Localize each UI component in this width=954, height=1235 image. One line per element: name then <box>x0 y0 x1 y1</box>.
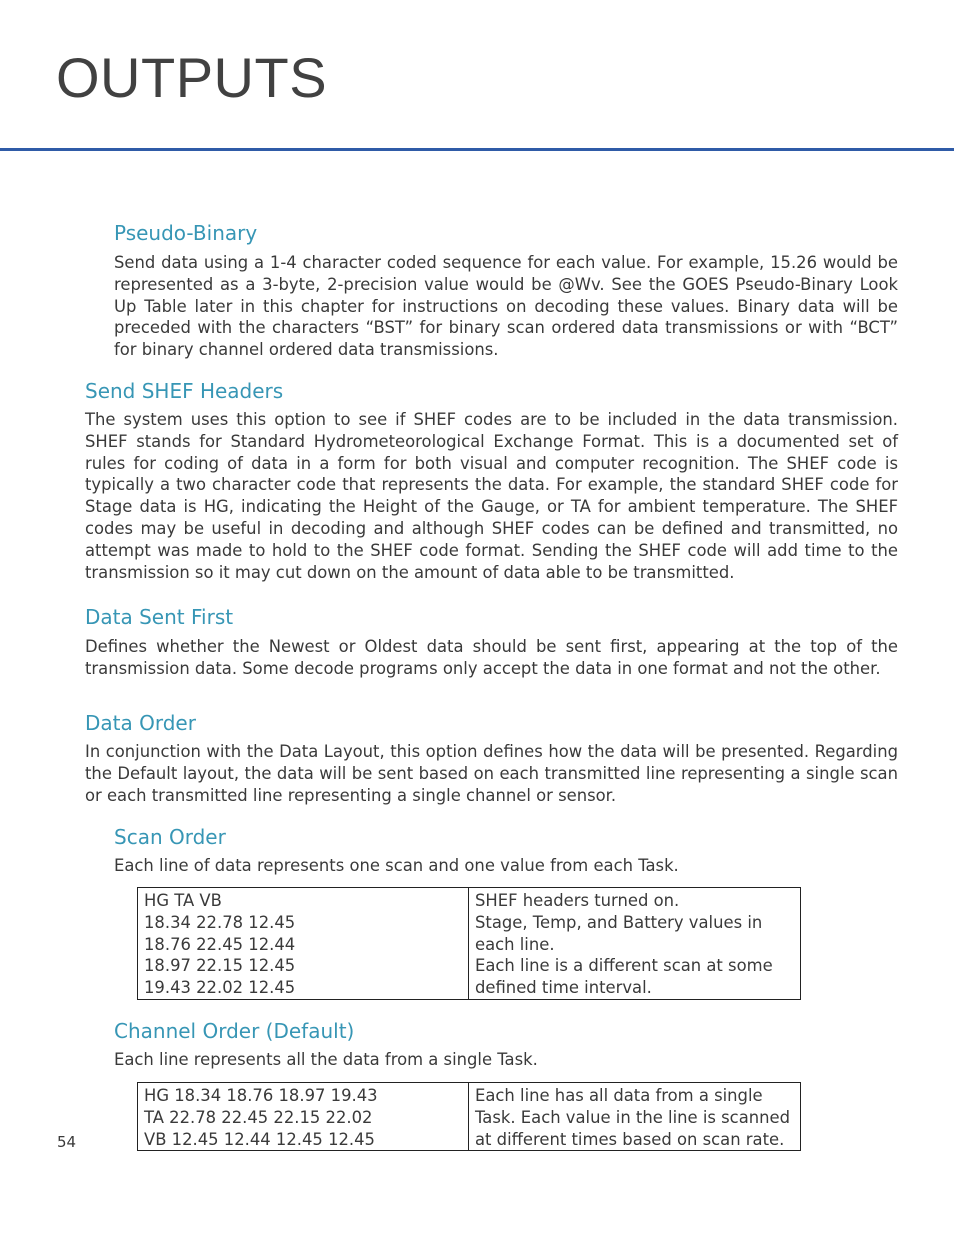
scan-order-data-cell <box>138 888 469 1000</box>
channel-order-heading: Channel Order (Default) <box>114 1019 355 1043</box>
header-rule <box>0 148 954 151</box>
page-title: OUTPUTS <box>56 46 328 109</box>
data-line: HG 18.34 18.76 18.97 19.43 <box>144 1086 378 1105</box>
data-line: VB 12.45 12.44 12.45 12.45 <box>144 1129 375 1149</box>
data-sent-first-heading: Data Sent First <box>85 605 234 629</box>
description-line: Each line has all data from a single <box>475 1086 763 1105</box>
description-line: Stage, Temp, and Battery values in <box>475 912 763 932</box>
pseudo-binary-heading: Pseudo-Binary <box>114 221 258 245</box>
description-line: Each line is a different scan at some <box>475 956 773 976</box>
scan-order-example-table <box>137 887 801 1000</box>
data-line: TA 22.78 22.45 22.15 22.02 <box>144 1107 373 1127</box>
data-line: 19.43 22.02 12.45 <box>144 978 296 998</box>
data-line: 18.76 22.45 12.44 <box>144 934 296 954</box>
channel-order-description-cell <box>469 1083 801 1151</box>
channel-order-body: Each line represents all the data from a single Task. <box>114 1050 538 1069</box>
pseudo-binary-body: Send data using a 1-4 character coded sequence for each value. For example, 15.26 would be represented as a 3-byte, 2-precision value would be @Wv. See the GOES Pseudo-Binary Look Up Table later in this chapter for instructions on decoding these values. Binary data will be preceded with the characters “BST” for binary scan ordered data transmissions or with “BCT” for binary channel ordered data transmissions. <box>114 253 898 360</box>
data-sent-first-body: Defines whether the Newest or Oldest data should be sent first, appearing at the top of the transmission data. Some decode programs only accept the data in one format and not the other. <box>85 637 898 678</box>
channel-order-example-table <box>137 1082 801 1151</box>
description-line: Task. Each value in the line is scanned <box>475 1107 790 1127</box>
description-line: each line. <box>475 934 555 954</box>
send-shef-headers-heading: Send SHEF Headers <box>85 379 284 403</box>
send-shef-headers-body: The system uses this option to see if SHEF codes are to be included in the data transmission. SHEF stands for Standard Hydrometeorological Exchange Format. This is a documented set of rules for coding of data in a form for both visual and computer recognition. The SHEF code is typically a two character code that represents the data. For example, the standard SHEF code for Stage data is HG, indicating the Height of the Gauge, or TA for ambient temperature. The SHEF codes may be useful in decoding and although SHEF codes can be defined and transmitted, no attempt was made to hold to the SHEF code format. Sending the SHEF code will add time to the transmission so it may cut down on the amount of data able to be transmitted. <box>85 410 898 582</box>
description-line: SHEF headers turned on. <box>475 891 680 910</box>
channel-order-data-cell <box>138 1083 469 1151</box>
table-row <box>138 1083 801 1151</box>
scan-order-body: Each line of data represents one scan and one value from each Task. <box>114 856 679 875</box>
data-line: HG TA VB <box>144 891 222 910</box>
description-line: at different times based on scan rate. <box>475 1129 785 1149</box>
data-line: 18.97 22.15 12.45 <box>144 956 296 976</box>
data-order-heading: Data Order <box>85 711 196 735</box>
scan-order-heading: Scan Order <box>114 825 226 849</box>
description-line: defined time interval. <box>475 978 652 998</box>
data-line: 18.34 22.78 12.45 <box>144 912 296 932</box>
scan-order-description-cell <box>469 888 801 1000</box>
page-number: 54 <box>57 1133 77 1151</box>
table-row <box>138 888 801 1000</box>
data-order-body: In conjunction with the Data Layout, this option defines how the data will be presented. Regarding the Default layout, the data will be sent based on each transmitted line representing a single scan or each transmitted line representing a single channel or sensor. <box>85 742 898 805</box>
